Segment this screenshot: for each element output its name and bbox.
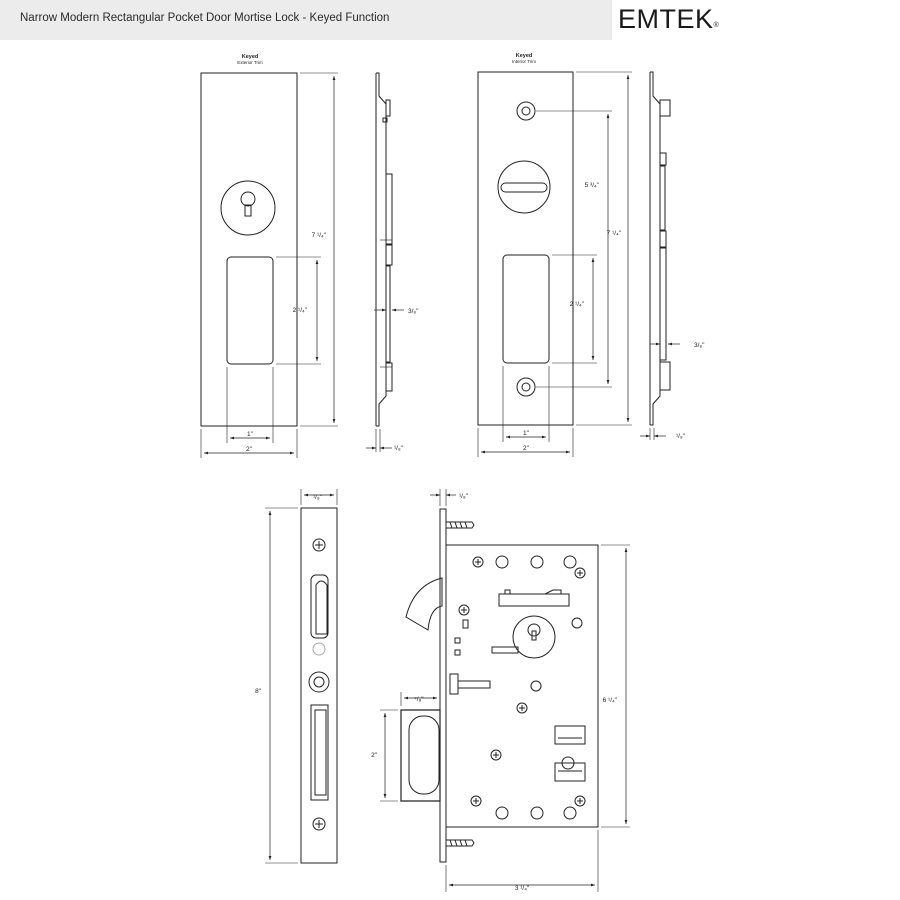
exterior-pull-recess: [227, 257, 273, 364]
mortise-case: [446, 545, 598, 827]
interior-side-profile: [640, 72, 705, 440]
mortise-pull-height-label: 2": [371, 752, 377, 759]
exterior-side-profile: [366, 73, 419, 452]
interior-pull-recess: [503, 255, 549, 363]
exterior-view-title: Keyed: [241, 54, 259, 60]
interior-pull-width-label: 1": [523, 430, 529, 437]
cylinder-hub: [492, 616, 555, 658]
exterior-pull-width-label: 1": [247, 431, 253, 438]
exterior-projection-label: 3/₈": [408, 308, 419, 315]
exterior-thickness-label: ¹/₈": [394, 445, 403, 452]
faceplate-latch-button: [309, 672, 329, 692]
faceplate-guide-hole: [313, 643, 325, 655]
top-wood-screw: [446, 522, 474, 528]
latch-hook-slot: [311, 575, 328, 638]
interior-width-label: 2": [523, 445, 529, 452]
case-small-slots: [450, 620, 490, 694]
top-screw-hole: [517, 102, 535, 120]
interior-thickness-label: ¹/₈": [676, 433, 685, 440]
interior-trim-plate: [478, 72, 573, 425]
privacy-turn-rose: [498, 161, 550, 213]
mortise-faceplate-label: ¹/₈": [459, 493, 468, 500]
mortise-backset-label: 3 ¹/₄": [514, 885, 530, 892]
page-title: Narrow Modern Rectangular Pocket Door Mortise Lock - Keyed Function: [20, 12, 390, 24]
faceplate-height-label: 8": [255, 688, 261, 695]
faceplate-bottom-screw: [313, 818, 325, 830]
faceplate-lower-slot: [311, 705, 328, 800]
mortise-pull-offset-label: ⁷/₈": [414, 696, 424, 703]
faceplate-view: [255, 489, 337, 863]
hook-latch: [406, 578, 442, 630]
bottom-screw-hole: [517, 378, 535, 396]
mortise-faceplate-edge: [440, 509, 446, 862]
bottom-wood-screw: [446, 840, 474, 846]
exterior-trim-view: [201, 54, 338, 458]
brand-name: EMTEK: [618, 4, 714, 34]
faceplate-top-screw: [313, 539, 325, 551]
interior-view-title: Keyed: [515, 53, 533, 59]
exterior-pull-height-label: 2 ¹/₄": [292, 307, 307, 314]
interior-trim-view: [478, 53, 632, 457]
brand-trademark: ®: [713, 22, 720, 29]
exterior-width-label: 2": [246, 446, 252, 453]
exterior-view-subtitle: Exterior Trim: [237, 60, 263, 65]
interior-view-subtitle: Interior Trim: [511, 59, 537, 64]
keyed-cylinder: [221, 181, 275, 235]
faceplate: [301, 508, 337, 863]
faceplate-thickness-label: ¹/₈": [313, 494, 322, 501]
mortise-case-height-label: 6 ¹/₄": [602, 697, 617, 704]
exterior-trim-plate: [201, 73, 297, 426]
switch-blocks: [555, 726, 585, 781]
latch-bolt-mechanism: [499, 590, 569, 606]
interior-pull-height-label: 2 ¹/₄": [569, 301, 584, 308]
interior-screw-spacing-label: 5 ³/₄": [584, 182, 599, 189]
mortise-body-view: [371, 489, 630, 892]
exterior-height-label: 7 ¹/₄": [311, 232, 326, 239]
privacy-turn-lever: [501, 183, 547, 192]
interior-projection-label: 3/₈": [694, 342, 705, 349]
interior-height-label: 7 ¹/₄": [606, 230, 621, 237]
pull-recess-side: [401, 710, 440, 801]
keyhole-icon: [241, 192, 255, 206]
